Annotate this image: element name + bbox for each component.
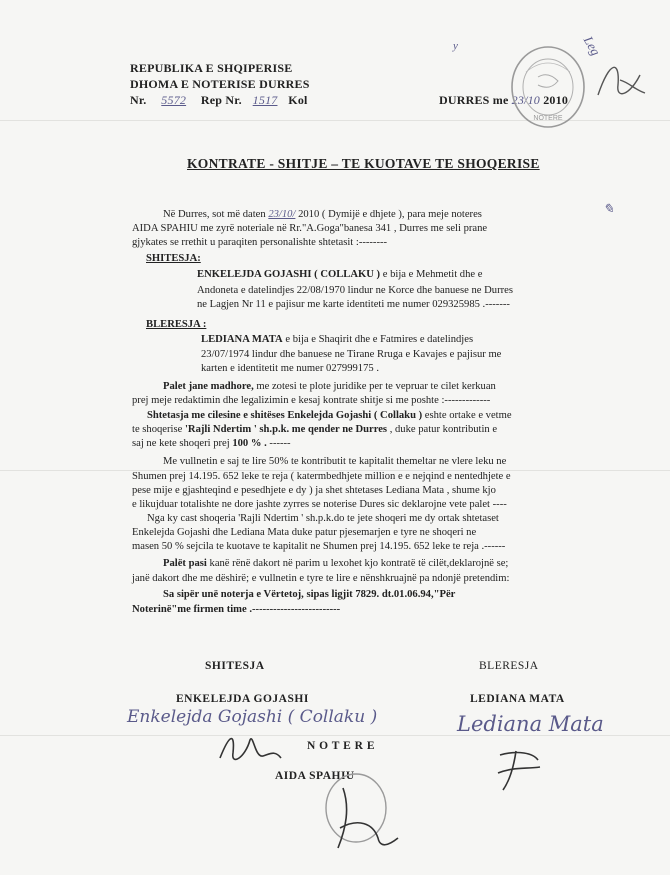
body-p2-l3c: ------ xyxy=(269,438,291,449)
seller-scribble-signature-icon xyxy=(215,728,285,768)
buyer-handwritten-signature: Lediana Mata xyxy=(457,712,604,736)
corner-initials: Leg xyxy=(580,33,604,58)
intro-l1a: Në Durres, sot më daten xyxy=(163,209,266,220)
intro-line-1 xyxy=(163,208,482,221)
body-p2-line-3 xyxy=(132,437,291,450)
body-p2-line-2 xyxy=(132,423,497,436)
body-p1-bold: Palet jane madhore, xyxy=(163,381,254,392)
body-p4-line-2: janë dakort dhe me dëshirë; e vullnetin e tyre te lire e nënshkruajnë pa ndonjë pretendim: xyxy=(132,573,510,584)
body-p5-line-1: Sa sipër unë noterja e Vërtetoj, sipas ligjit 7829. dt.01.06.94,"Për xyxy=(163,589,456,600)
corner-mark: y xyxy=(453,40,458,52)
body-p1-line-2: prej meje redaktimin dhe legalizimin e kesaj kontrate shitje si me poshte :------------- xyxy=(132,395,491,406)
body-p5-line-2: Noterinë"me firmen time .------------------------- xyxy=(132,604,341,615)
buyer-scribble-signature-icon xyxy=(488,745,548,795)
year: 2010 xyxy=(543,93,569,107)
body-p4-line-1 xyxy=(163,557,508,570)
body-p4-rest: kanë rënë dakort në parim u lexohet kjo kontratë të cilët,deklarojnë se; xyxy=(209,558,509,569)
buyer-line-1 xyxy=(201,333,473,346)
body-p2-l3a: saj ne kete shoqeri prej xyxy=(132,438,230,449)
seller-signature-label: SHITESJA xyxy=(205,660,265,672)
buyer-printed-name: LEDIANA MATA xyxy=(470,693,565,705)
ownership-percent: 100 % . xyxy=(232,438,267,449)
notary-printed-name: AIDA SPAHIU xyxy=(275,770,355,782)
body-p3-line-6: Enkelejda Gojashi dhe Lediana Mata duke patur pjesemarjen e tyre ne shoqeri ne xyxy=(132,527,477,538)
republic-heading: REPUBLIKA E SHQIPERISE xyxy=(130,61,293,75)
body-p1-rest: me zotesi te plote juridike per te vepruar te cilet kerkuan xyxy=(256,381,496,392)
body-p2-l2a: te shoqerise xyxy=(132,424,183,435)
seller-line-1 xyxy=(197,268,482,281)
document-title: KONTRATE - SHITJE – TE KUOTAVE TE SHOQERISE xyxy=(187,156,540,171)
body-p3-line-3: pese mije e gjashteqind e pesedhjete e dy ) ja shet shtetases Lediana Mata , shume kjo xyxy=(132,485,496,496)
seller-line-3: ne Lagjen Nr 11 e pajisur me karte identiteti me numer 029325985 .------- xyxy=(197,299,510,310)
intro-mark: ✎ xyxy=(603,201,614,216)
body-p2-rest: eshte ortake e vetme xyxy=(424,410,512,421)
city-date-prefix: DURRES me xyxy=(439,93,509,107)
notary-stamp xyxy=(508,42,588,132)
body-p2-line-1 xyxy=(147,409,512,422)
intro-l1b: 2010 ( Dymijë e dhjete ), para meje noteres xyxy=(298,209,482,220)
buyer-name: LEDIANA MATA xyxy=(201,334,283,345)
body-p1-line-1 xyxy=(163,380,496,393)
intro-line-3: gjykates se rrethit u paraqiten personalishte shtetasit :-------- xyxy=(132,237,388,248)
registry-number-row xyxy=(130,93,308,108)
seller-line-2: Andoneta e datelindjes 22/08/1970 lindur ne Korce dhe banuese ne Durres xyxy=(197,285,513,296)
nr-value: 5572 xyxy=(161,93,187,107)
notary-signature-label: N O T E R E xyxy=(307,740,376,752)
buyer-label: BLERESJA : xyxy=(146,319,207,330)
body-p3-line-5: Nga ky cast shoqeria 'Rajli Ndertim ' sh.p.k.do te jete shoqeri me dy ortak shtetaset xyxy=(147,513,499,524)
seller-printed-name: ENKELEJDA GOJASHI xyxy=(176,693,309,705)
body-p4-bold: Palët pasi xyxy=(163,558,207,569)
seller-label: SHITESJA: xyxy=(146,253,201,264)
intro-line-2: AIDA SPAHIU me zyrë noteriale në Rr."A.Goga"banesa 341 , Durres me seli prane xyxy=(132,223,488,234)
buyer-line-3: karten e identitetit me numer 027999175 . xyxy=(201,363,379,374)
seller-line-1-rest: e bija e Mehmetit dhe e xyxy=(382,269,483,280)
body-p2-l2c: , duke patur kontributin e xyxy=(389,424,498,435)
body-p3-line-1: Me vullnetin e saj te lire 50% te kontributit te kapitalit themeltar ne vlere leku ne xyxy=(163,456,507,467)
company-name: 'Rajli Ndertim ' sh.p.k. me qender ne Durres xyxy=(184,424,388,435)
buyer-line-2: 23/07/1974 lindur dhe banuese ne Tirane Rruga e Kavajes e pajisur me xyxy=(201,349,502,360)
rep-label: Rep Nr. xyxy=(200,93,242,107)
buyer-signature-label: BLERESJA xyxy=(479,660,539,672)
body-p2-bold: Shtetasja me cilesine e shitëses Enkelejda Gojashi ( Collaku ) xyxy=(147,410,423,421)
seller-handwritten-signature: Enkelejda Gojashi ( Collaku ) xyxy=(127,707,378,727)
body-p3-line-4: e likujduar totalishte ne dore jashte zyrres se noterise Dures sic deklarojne vete palet ---- xyxy=(132,499,507,510)
seller-name: ENKELEJDA GOJASHI ( COLLAKU ) xyxy=(197,269,381,280)
date-handwritten: 23/10 xyxy=(511,93,541,107)
kol-label: Kol xyxy=(288,93,308,107)
intro-date-handwritten: 23/10/ xyxy=(268,209,296,220)
notary-header-signature-icon xyxy=(590,55,650,105)
body-p3-line-2: Shumen prej 14.195. 652 leke te reja ( katermbedhjete million e e nejqind e nentedhjete e xyxy=(132,471,511,482)
rep-value: 1517 xyxy=(252,93,278,107)
stamp-bottom-text: NOTERE xyxy=(533,115,563,122)
body-p3-line-7: masen 50 % sejcila te kuotave te kapitalit ne Shumen prej 14.195. 652 leke te reja .------ xyxy=(132,541,506,552)
nr-label: Nr. xyxy=(130,93,147,107)
buyer-line-1-rest: e bija e Shaqirit dhe e Fatmires e datelindjes xyxy=(285,334,474,345)
notary-chamber-heading: DHOMA E NOTERISE DURRES xyxy=(130,77,310,91)
notary-scribble-signature-icon xyxy=(318,768,408,863)
